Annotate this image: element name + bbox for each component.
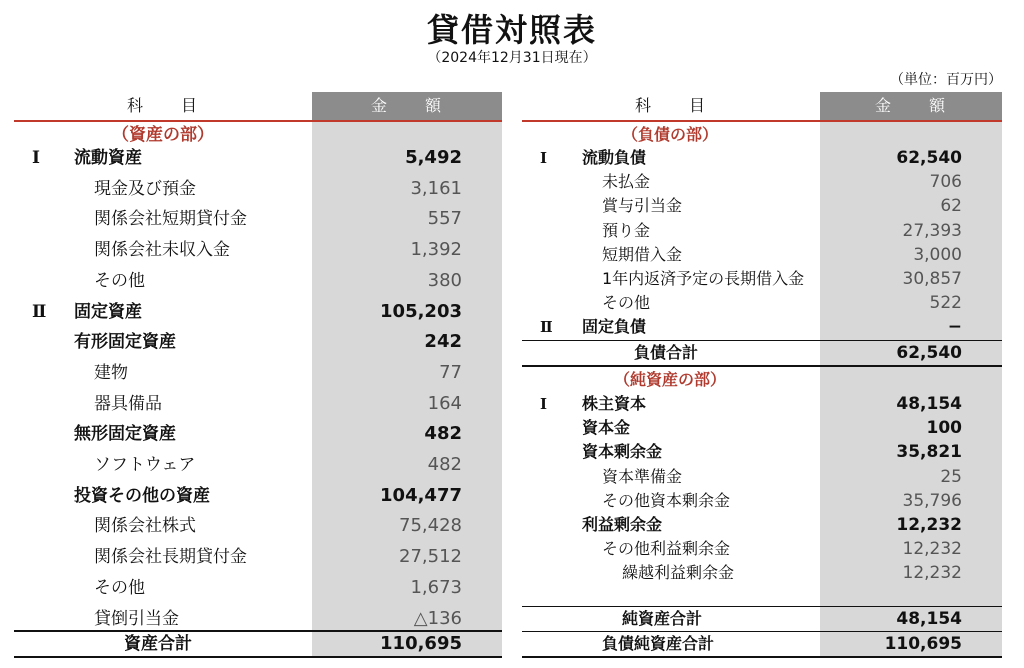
table-row	[522, 243, 1002, 267]
table-row	[522, 489, 1002, 513]
roman-numeral: Ⅱ	[32, 301, 47, 322]
row-value: 1,392	[410, 239, 462, 261]
table-row	[522, 513, 1002, 537]
table-row	[522, 440, 1002, 464]
table-row	[14, 328, 502, 356]
table-row	[14, 482, 502, 510]
row-value: 77	[439, 361, 462, 383]
row-label: 固定負債	[582, 317, 647, 337]
row-label: 関係会社長期貸付金	[94, 547, 247, 568]
row-label: 無形固定資産	[74, 424, 176, 445]
row-label: 貸倒引当金	[94, 608, 179, 629]
liabilities-total-bottom-line	[522, 365, 1002, 367]
row-value: 1,673	[410, 576, 462, 598]
row-value: 105,203	[380, 300, 462, 322]
table-row	[14, 144, 502, 172]
row-label: その他	[94, 270, 145, 291]
row-label: 器具備品	[94, 393, 162, 414]
table-row	[522, 561, 1002, 585]
row-label: 短期借入金	[602, 244, 683, 264]
row-label: 建物	[94, 362, 128, 383]
table-row	[522, 291, 1002, 315]
total-label: 負債合計	[634, 343, 699, 362]
row-label: 投資その他の資産	[74, 485, 210, 506]
net-assets-total-row	[522, 607, 1002, 631]
row-label: 賞与引当金	[602, 196, 683, 216]
row-value: 12,232	[896, 515, 962, 535]
row-value: 522	[929, 293, 962, 314]
row-label: その他利益剰余金	[602, 539, 731, 559]
row-value: 62	[940, 196, 962, 217]
row-label: 未払金	[602, 172, 651, 192]
table-row	[14, 574, 502, 602]
section-label: （負債の部）	[622, 125, 719, 144]
table-row	[522, 392, 1002, 416]
table-row	[522, 267, 1002, 291]
row-label: 関係会社株式	[94, 516, 196, 537]
table-row	[14, 298, 502, 326]
section-label: （純資産の部）	[614, 370, 727, 389]
table-row	[522, 194, 1002, 218]
total-bottom-line	[14, 656, 502, 658]
row-value: 380	[427, 269, 462, 291]
row-value: 62,540	[896, 148, 962, 168]
table-row	[14, 420, 502, 448]
row-label: 繰越利益剰余金	[622, 563, 735, 583]
row-value: 164	[427, 392, 462, 414]
table-row	[522, 146, 1002, 170]
table-row	[14, 359, 502, 387]
row-label: 株主資本	[582, 394, 647, 413]
row-value: 27,512	[399, 546, 462, 568]
row-label: 1年内返済予定の長期借入金	[602, 269, 805, 288]
row-value: 35,821	[896, 442, 962, 463]
subject-header: 科 目	[126, 96, 199, 115]
row-value: 100	[926, 418, 962, 439]
row-value: 3,000	[913, 244, 962, 265]
row-value: 75,428	[399, 515, 462, 537]
row-label: 預り金	[602, 220, 651, 240]
row-value: △136	[413, 607, 462, 629]
table-row	[522, 416, 1002, 440]
table-header	[14, 92, 502, 120]
row-label: その他	[602, 293, 651, 313]
section-label: （資産の部）	[112, 125, 214, 145]
roman-numeral: Ⅰ	[540, 149, 548, 167]
table-row	[14, 390, 502, 418]
total-label: 純資産合計	[622, 609, 703, 628]
grand-total-value: 110,695	[884, 634, 962, 654]
grand-total-label: 負債純資産合計	[602, 634, 715, 653]
row-label: 有形固定資産	[74, 332, 176, 353]
row-value: 706	[929, 172, 962, 193]
row-value: 3,161	[410, 177, 462, 199]
row-label: 固定資産	[74, 301, 142, 322]
row-value: 25	[940, 466, 962, 487]
grand-total-bottom-line	[522, 656, 1002, 658]
total-value: 48,154	[896, 609, 962, 629]
row-label: その他	[94, 577, 145, 598]
table-row	[522, 219, 1002, 243]
liabilities-section-title	[522, 122, 1002, 148]
page-title: 貸借対照表	[426, 11, 597, 49]
row-label: 資本準備金	[602, 466, 683, 486]
table-row	[14, 205, 502, 233]
unit-label: （単位：百万円）	[890, 72, 1002, 88]
row-label: その他資本剰余金	[602, 490, 731, 510]
table-row	[522, 170, 1002, 194]
net-assets-section-title	[522, 368, 1002, 392]
row-value: 27,393	[902, 220, 962, 241]
row-value: 242	[424, 331, 462, 353]
subject-header: 科 目	[634, 96, 707, 115]
table-row	[522, 465, 1002, 489]
table-row	[14, 175, 502, 203]
row-value: −	[947, 317, 962, 338]
amount-header: 金 額	[820, 92, 1002, 120]
row-label: 流動資産	[74, 148, 142, 168]
table-header	[522, 92, 1002, 120]
row-value: 557	[427, 208, 462, 230]
row-label: 現金及び預金	[94, 178, 196, 199]
row-value: 12,232	[902, 539, 962, 560]
row-label: 資本金	[582, 418, 631, 438]
row-value: 104,477	[380, 484, 462, 506]
row-label: 流動負債	[582, 148, 647, 167]
row-value: 5,492	[405, 147, 462, 168]
grand-total-row	[522, 632, 1002, 656]
row-value: 35,796	[902, 490, 962, 511]
liabilities-table	[522, 92, 1002, 658]
amount-header: 金 額	[312, 92, 502, 120]
row-label: 資本剰余金	[582, 442, 663, 462]
row-value: 482	[427, 454, 462, 475]
table-row	[14, 512, 502, 540]
row-label: 関係会社未収入金	[94, 240, 230, 261]
liabilities-total-row	[522, 341, 1002, 365]
row-label: 利益剰余金	[582, 515, 663, 534]
total-value: 110,695	[380, 633, 462, 654]
roman-numeral: Ⅱ	[540, 318, 553, 337]
table-row	[14, 267, 502, 295]
row-label: 関係会社短期貸付金	[94, 209, 247, 230]
table-row	[14, 236, 502, 264]
total-value: 62,540	[896, 343, 962, 363]
row-value: 30,857	[902, 269, 962, 289]
assets-total-row	[14, 630, 502, 658]
total-label: 資産合計	[124, 634, 192, 654]
row-value: 48,154	[896, 394, 962, 414]
roman-numeral: Ⅰ	[540, 395, 548, 413]
row-value: 482	[424, 423, 462, 445]
table-row	[522, 537, 1002, 561]
row-label: ソフトウェア	[94, 455, 196, 475]
table-row	[14, 543, 502, 571]
report-date: （2024年12月31日現在）	[427, 50, 597, 66]
table-row	[522, 315, 1002, 339]
row-value: 12,232	[902, 563, 962, 584]
assets-table	[14, 92, 502, 658]
table-row	[14, 605, 502, 633]
table-row	[14, 451, 502, 479]
roman-numeral: Ⅰ	[32, 148, 40, 168]
